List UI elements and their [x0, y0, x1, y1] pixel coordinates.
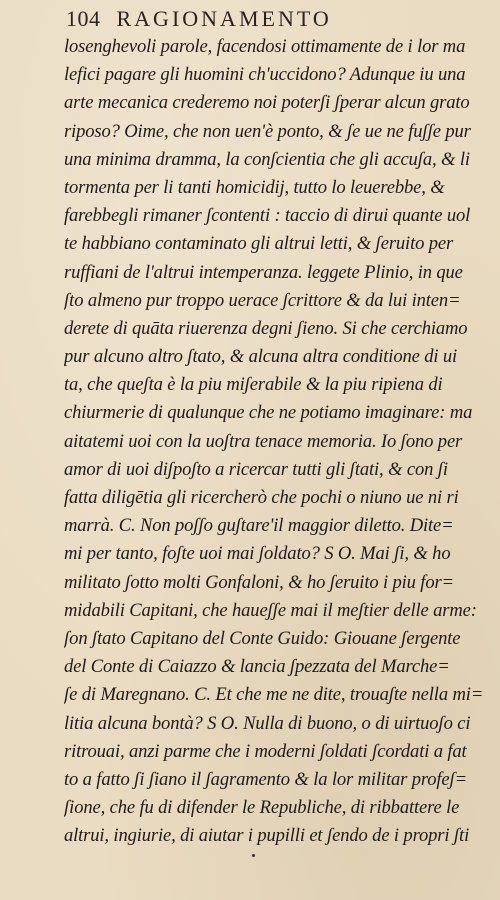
- text-line: te habbiano contaminato gli altrui letti, & ʃeruito per: [64, 233, 454, 255]
- text-line: chiurmerie di qualunque che ne potiamo imaginare: ma: [64, 402, 473, 424]
- body-text: [64, 33, 484, 850]
- text-line: marrà. C. Non poʃʃo guʃtare'il maggior diletto. Dite=: [64, 515, 454, 537]
- text-line: ʃto almeno pur troppo uerace ʃcrittore & da lui inten=: [64, 289, 461, 311]
- text-line: pur alcuno altro ʃtato, & alcuna altra conditione di ui: [64, 346, 458, 368]
- text-line: aitatemi uoi con la uoʃtra tenace memoria. Io ʃono per: [64, 430, 463, 452]
- text-line: ruffiani de l'altrui intemperanza. leggete Plinio, in que: [64, 261, 463, 283]
- text-line: derete di quāta riuerenza degni ʃieno. Si che cerchiamo: [64, 317, 468, 339]
- text-line: del Conte di Caiazzo & lancia ʃpezzata del Marche=: [64, 656, 450, 678]
- text-line: fatta diligētia gli ricercherò che pochi o niuno ue ni ri: [64, 487, 459, 508]
- page-header: [66, 6, 332, 34]
- footer-dot: [252, 854, 255, 857]
- text-line: riposo? Oime, che non uen'è ponto, & ʃe ue ne fuʃʃe pur: [64, 120, 471, 142]
- text-line: mi per tanto, foʃte uoi mai ʃoldato? S O. Mai ʃi, & ho: [64, 543, 451, 565]
- text-line: litia alcuna bontà? S O. Nulla di buono, o di uirtuoʃo ci: [64, 712, 471, 734]
- text-line: midabili Capitani, che haueʃʃe mai il meʃtier delle arme:: [64, 599, 477, 621]
- text-line: tormenta per li tanti homicidij, tutto lo leuerebbe, &: [64, 176, 445, 198]
- text-line: losenghevoli parole, facendosi ottimamente de i lor ma: [64, 36, 466, 57]
- text-line: ritrouai, anzi parme che i moderni ʃoldati ʃcordati a fat: [64, 740, 467, 762]
- text-line: ʃe di Maregnano. C. Et che me ne dite, trouaʃte nella mi=: [64, 684, 484, 706]
- text-line: altrui, ingiurie, di aiutar i pupilli et ʃendo de i propri ʃti: [64, 825, 470, 847]
- text-line: militato ʃotto molti Gonfaloni, & ho ʃeruito i piu for=: [64, 571, 454, 593]
- text-line: arte mecanica crederemo noi poterʃi ʃperar alcun grato: [64, 92, 470, 114]
- text-line: ta, che queʃta è la piu miʃerabile & la piu ripiena di: [64, 374, 443, 396]
- text-line: farebbegli rimaner ʃcontenti : taccio di dirui quante uol: [64, 205, 471, 227]
- text-line: ʃon ʃtato Capitano del Conte Guido: Giouane ʃergente: [64, 627, 461, 649]
- text-line: una minima dramma, la conʃcientia che gli accuʃa, & li: [64, 148, 470, 170]
- text-line: amor di uoi diʃpoʃto a ricercar tutti gli ʃtati, & con ʃi: [64, 458, 448, 480]
- text-line: to a fatto ʃi ʃiano il ʃagramento & la lor militar profeʃ=: [64, 768, 468, 790]
- running-head: RAGIONAMENTO: [116, 6, 332, 31]
- text-line: ʃione, che fu di difender le Republiche, di ribbattere le: [64, 797, 460, 819]
- page-number: 104: [66, 6, 101, 31]
- text-line: lefici pagare gli huomini ch'uccidono? Adunque iu una: [64, 64, 466, 86]
